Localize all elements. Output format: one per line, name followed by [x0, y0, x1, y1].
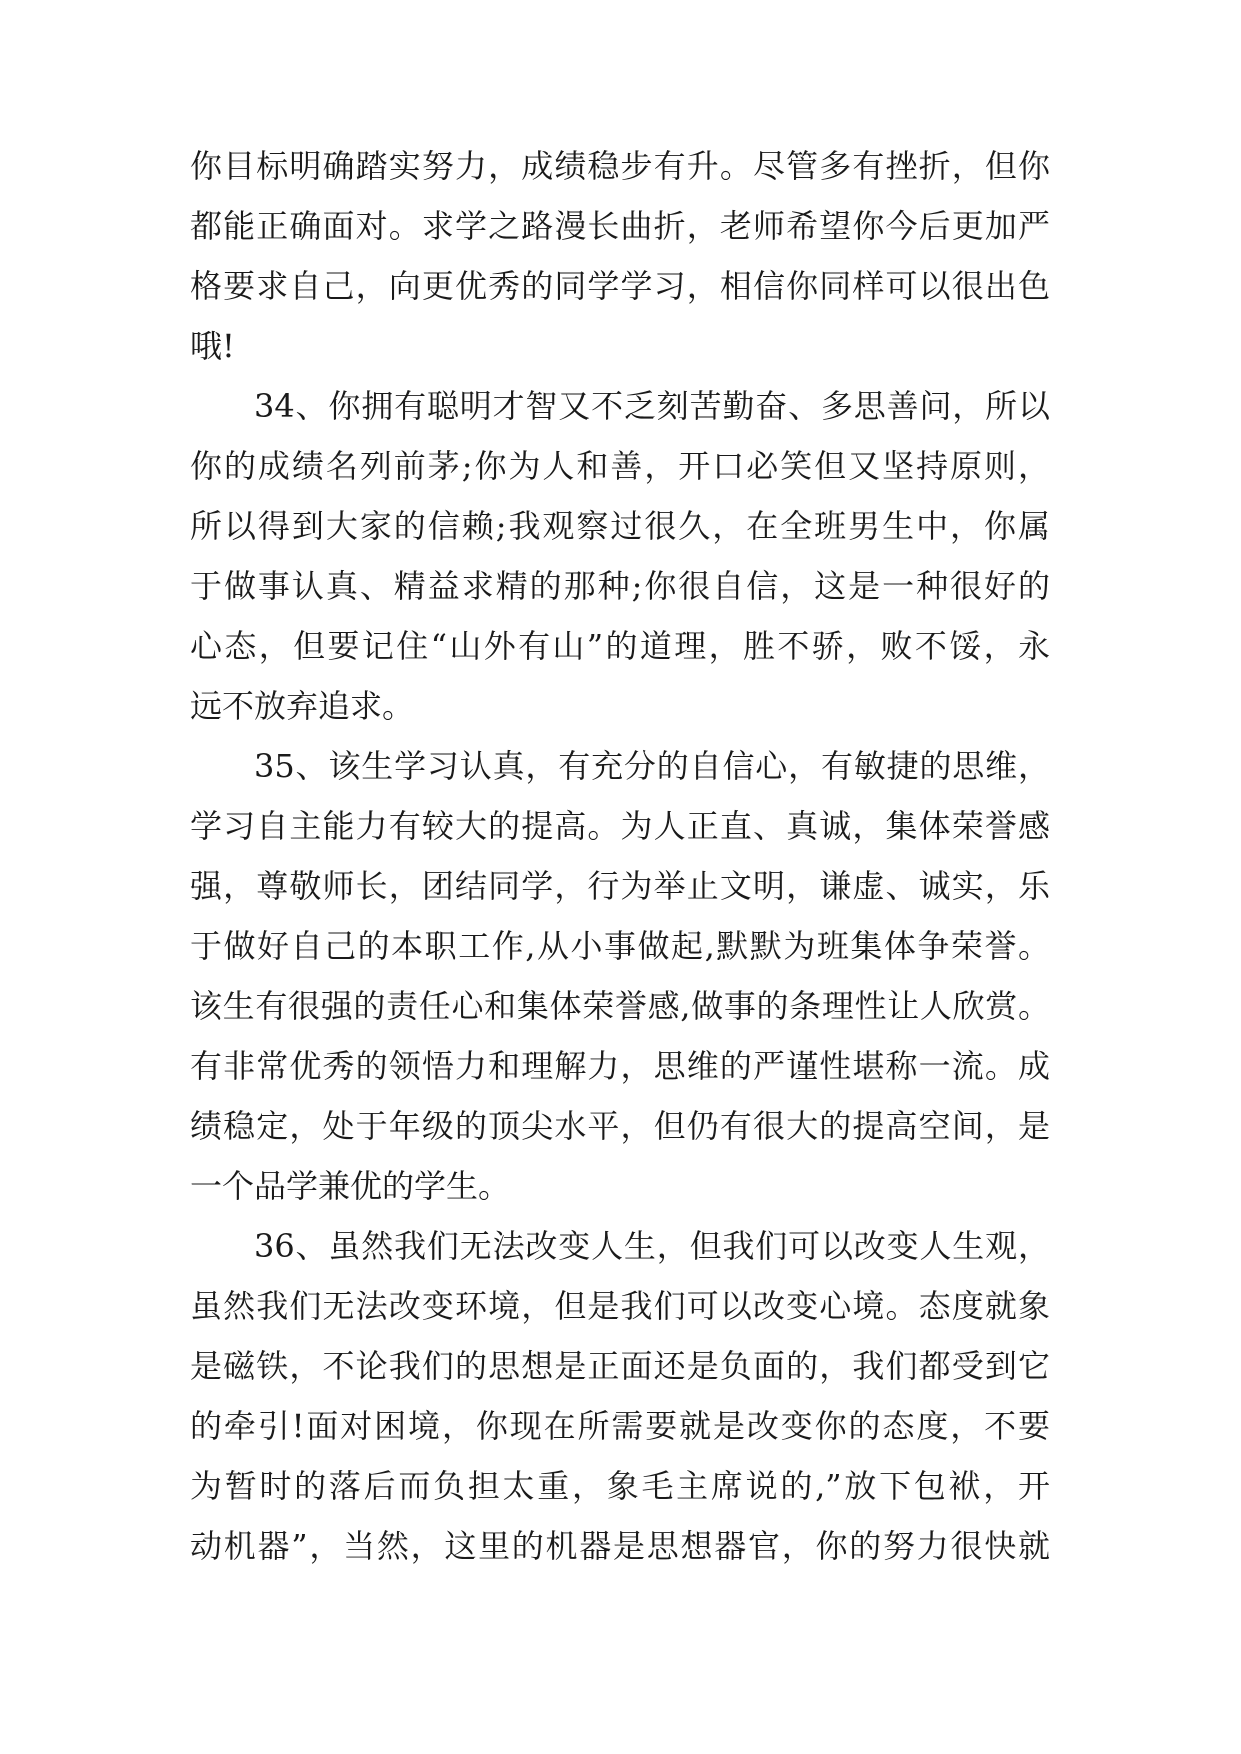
text-line: 都能正确面对。求学之路漫长曲折，老师希望你今后更加严	[190, 207, 1050, 245]
text-line: 心态，但要记住“山外有山”的道理，胜不骄，败不馁，永	[190, 627, 1050, 665]
text-line: 是磁铁，不论我们的思想是正面还是负面的，我们都受到它	[190, 1347, 1050, 1385]
text-line: 动机器”，当然，这里的机器是思想器官，你的努力很快就	[190, 1527, 1050, 1565]
text-line: 为暂时的落后而负担太重，象毛主席说的,”放下包袱，开	[190, 1467, 1050, 1505]
text-line: 格要求自己，向更优秀的同学学习，相信你同样可以很出色	[190, 267, 1050, 305]
text-line: 所以得到大家的信赖;我观察过很久，在全班男生中，你属	[190, 507, 1050, 545]
text-line: 于做事认真、精益求精的那种;你很自信，这是一种很好的	[190, 567, 1050, 605]
text-line: 强，尊敬师长，团结同学，行为举止文明，谦虚、诚实，乐	[190, 867, 1050, 905]
paragraph-36-first-line: 36、虽然我们无法改变人生，但我们可以改变人生观，	[254, 1227, 1050, 1265]
text-line: 的牵引!面对困境，你现在所需要就是改变你的态度，不要	[190, 1407, 1050, 1445]
text-line: 于做好自己的本职工作,从小事做起,默默为班集体争荣誉。	[190, 927, 1050, 965]
text-line: 你目标明确踏实努力，成绩稳步有升。尽管多有挫折，但你	[190, 147, 1050, 185]
text-line: 远不放弃追求。	[190, 687, 415, 725]
text-line: 绩稳定，处于年级的顶尖水平，但仍有很大的提高空间，是	[190, 1107, 1050, 1145]
text-line: 学习自主能力有较大的提高。为人正直、真诚，集体荣誉感	[190, 807, 1050, 845]
text-line: 有非常优秀的领悟力和理解力，思维的严谨性堪称一流。成	[190, 1047, 1050, 1085]
paragraph-34-first-line: 34、你拥有聪明才智又不乏刻苦勤奋、多思善问，所以	[254, 387, 1050, 425]
paragraph-35-first-line: 35、该生学习认真，有充分的自信心，有敏捷的思维，	[254, 747, 1050, 785]
text-line: 虽然我们无法改变环境，但是我们可以改变心境。态度就象	[190, 1287, 1050, 1325]
text-line: 哦!	[190, 327, 235, 365]
text-line: 一个品学兼优的学生。	[190, 1167, 511, 1205]
text-line: 该生有很强的责任心和集体荣誉感,做事的条理性让人欣赏。	[190, 987, 1050, 1025]
text-line: 你的成绩名列前茅;你为人和善，开口必笑但又坚持原则，	[190, 447, 1050, 485]
